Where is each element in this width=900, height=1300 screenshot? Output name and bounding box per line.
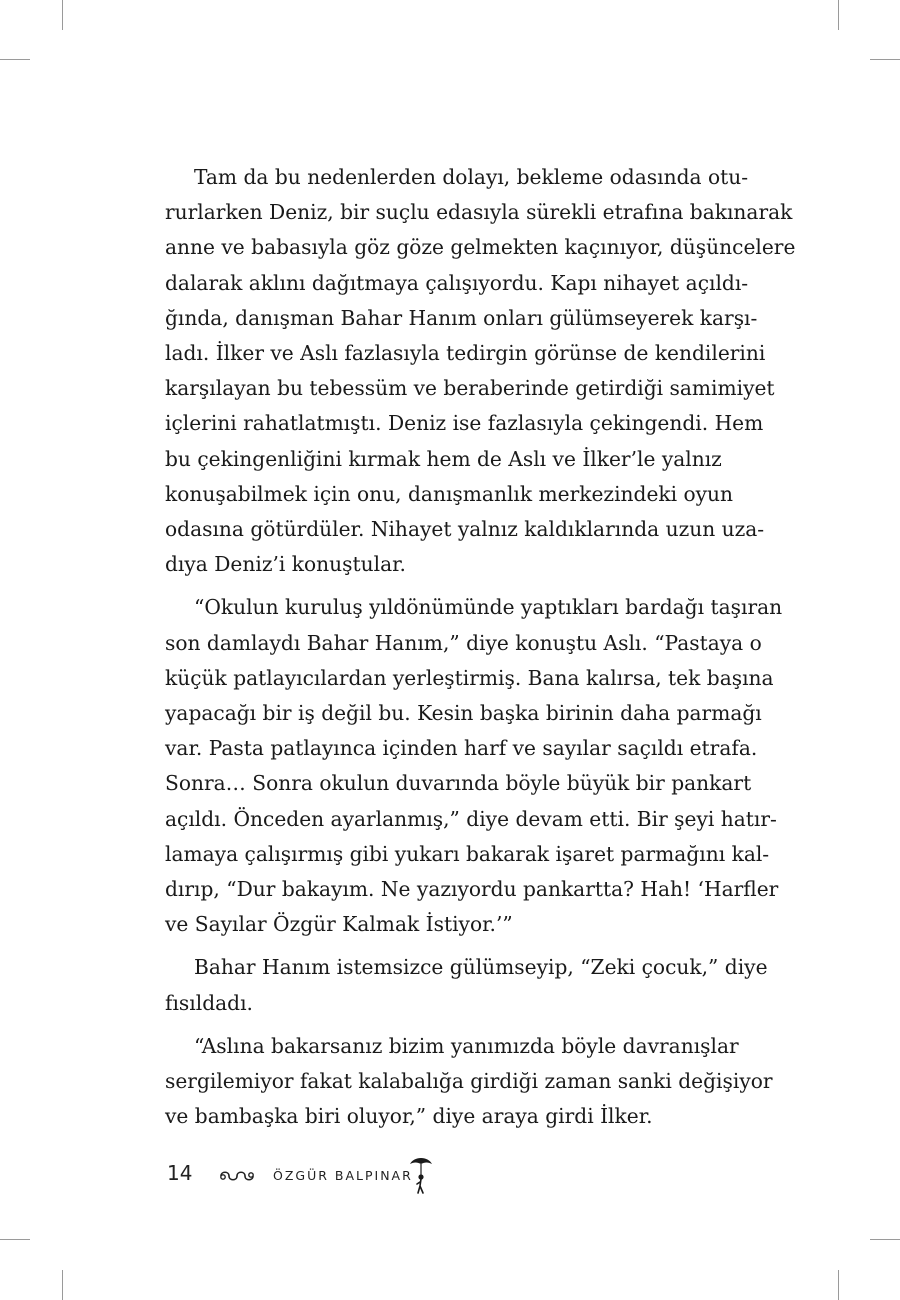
text-line: ve bambaşka biri oluyor,” diye araya girdi İlker. bbox=[165, 1104, 653, 1129]
text-line: dalarak aklını dağıtmaya çalışıyordu. Kapı nihayet açıldı- bbox=[165, 270, 749, 295]
text-line: içlerini rahatlatmıştı. Deniz ise fazlasıyla çekingendi. Hem bbox=[165, 411, 764, 436]
text-line: dıya Deniz’i konuştular. bbox=[165, 552, 406, 577]
text-line: anne ve babasıyla göz göze gelmekten kaçınıyor, düşüncelere bbox=[165, 235, 796, 260]
text-line: var. Pasta patlayınca içinden harf ve sayılar saçıldı etrafa. bbox=[165, 736, 758, 761]
page-footer bbox=[165, 1155, 465, 1195]
text-line: lamaya çalışırmış gibi yukarı bakarak işaret parmağını kal- bbox=[165, 841, 770, 866]
crop-mark bbox=[0, 59, 30, 60]
text-line: ğında, danışman Bahar Hanım onları gülümseyerek karşı- bbox=[165, 305, 758, 330]
text-line: konuşabilmek için onu, danışmanlık merkezindeki oyun bbox=[165, 481, 734, 506]
text-line: “Aslına bakarsanız bizim yanımızda böyle davranışlar bbox=[194, 1033, 739, 1058]
crop-mark bbox=[62, 0, 63, 30]
author-name: ÖZGÜR BALPINAR bbox=[273, 1168, 413, 1183]
text-line: yapacağı bir iş değil bu. Kesin başka birinin daha parmağı bbox=[165, 701, 762, 726]
page-number: 14 bbox=[167, 1161, 193, 1185]
text-line: son damlaydı Bahar Hanım,” diye konuştu Aslı. “Pastaya o bbox=[165, 630, 762, 655]
paragraph bbox=[165, 160, 796, 582]
text-line: ve Sayılar Özgür Kalmak İstiyor.’” bbox=[165, 912, 513, 937]
body-text bbox=[165, 160, 796, 1134]
swirl-ornament-icon bbox=[217, 1168, 257, 1187]
paragraph bbox=[165, 590, 783, 942]
text-line: dırıp, “Dur bakayım. Ne yazıyordu pankartta? Hah! ‘Harfler bbox=[165, 877, 779, 902]
umbrella-figure-logo-icon bbox=[408, 1155, 434, 1199]
text-line: sergilemiyor fakat kalabalığa girdiği zaman sanki değişiyor bbox=[165, 1069, 773, 1094]
crop-mark bbox=[0, 1239, 30, 1240]
text-line: küçük patlayıcılardan yerleştirmiş. Bana kalırsa, tek başına bbox=[165, 665, 774, 690]
crop-mark bbox=[838, 0, 839, 30]
text-line: bu çekingenliğini kırmak hem de Aslı ve İlker’le yalnız bbox=[165, 446, 722, 471]
text-line: karşılayan bu tebessüm ve beraberinde getirdiği samimiyet bbox=[165, 376, 775, 401]
paragraph-gap bbox=[165, 582, 713, 590]
paragraph bbox=[165, 1029, 773, 1135]
text-line: fısıldadı. bbox=[165, 990, 253, 1015]
text-line: Sonra… Sonra okulun duvarında böyle büyük bir pankart bbox=[165, 771, 752, 796]
paragraph-gap bbox=[165, 1021, 713, 1029]
text-line: Tam da bu nedenlerden dolayı, bekleme odasında otu- bbox=[194, 165, 749, 189]
text-line: “Okulun kuruluş yıldönümünde yaptıkları bardağı taşıran bbox=[194, 595, 783, 620]
crop-mark bbox=[870, 1239, 900, 1240]
paragraph bbox=[165, 950, 768, 1020]
text-line: ladı. İlker ve Aslı fazlasıyla tedirgin görünse de kendilerini bbox=[165, 341, 766, 366]
crop-mark bbox=[838, 1270, 839, 1300]
paragraph-gap bbox=[165, 942, 713, 950]
crop-mark bbox=[62, 1270, 63, 1300]
crop-mark bbox=[870, 59, 900, 60]
text-line: açıldı. Önceden ayarlanmış,” diye devam etti. Bir şeyi hatır- bbox=[165, 806, 777, 831]
text-line: Bahar Hanım istemsizce gülümseyip, “Zeki çocuk,” diye bbox=[194, 955, 768, 980]
text-line: odasına götürdüler. Nihayet yalnız kaldıklarında uzun uza- bbox=[165, 517, 765, 542]
text-line: rurlarken Deniz, bir suçlu edasıyla sürekli etrafına bakınarak bbox=[165, 200, 793, 225]
